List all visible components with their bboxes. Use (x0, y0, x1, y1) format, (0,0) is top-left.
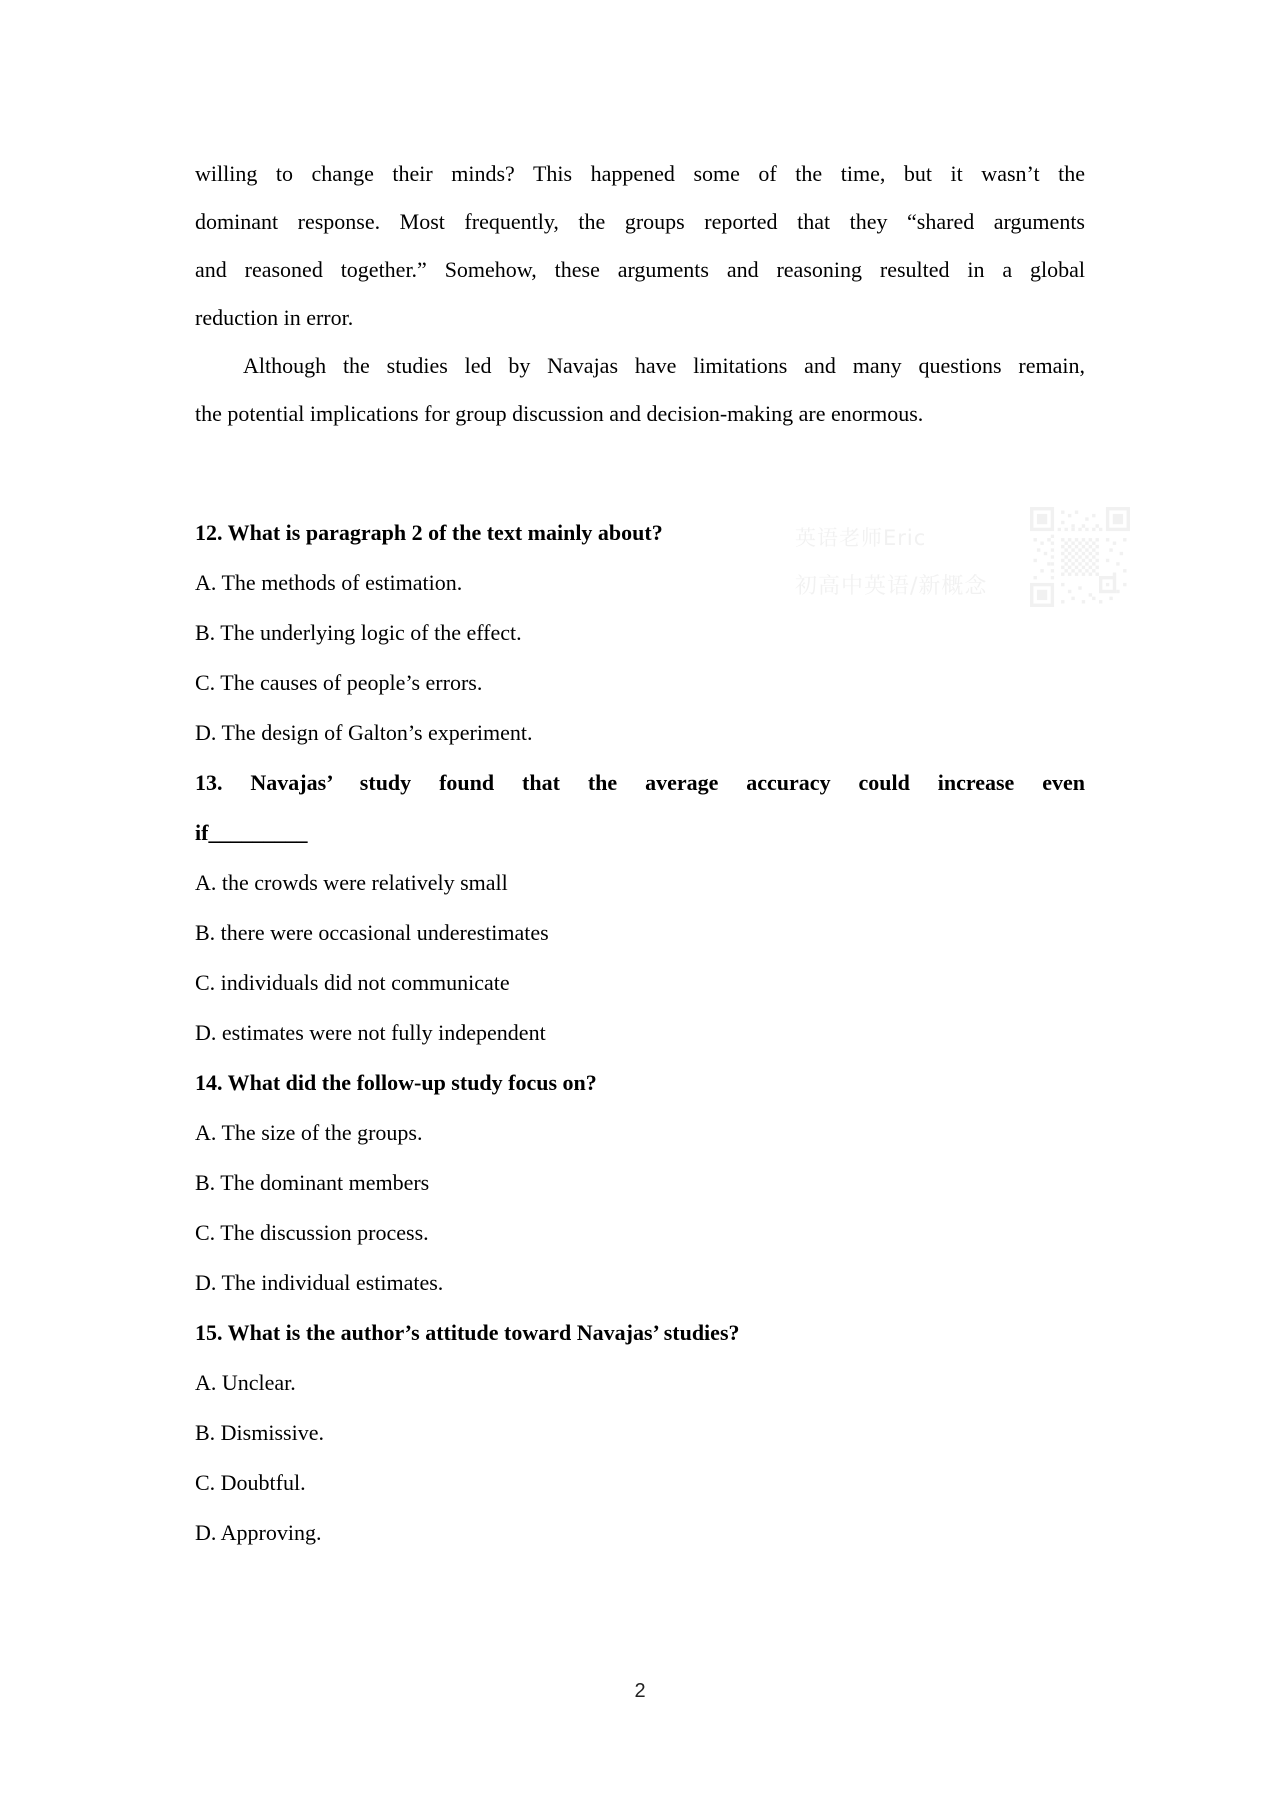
question-15-option-d: D. Approving. (195, 1520, 322, 1545)
question-14-option-b: B. The dominant members (195, 1170, 430, 1195)
question-14-option-c: C. The discussion process. (195, 1220, 429, 1245)
question-15-option-c: C. Doubtful. (195, 1470, 306, 1495)
watermark-line-1: 英语老师Eric (795, 526, 927, 550)
text-column (195, 0, 1085, 1809)
page-number: 2 (634, 1680, 646, 1702)
question-12-option-d: D. The design of Galton’s experiment. (195, 720, 533, 745)
question-12-stem: 12. What is paragraph 2 of the text mainly about? (195, 520, 663, 545)
watermark-line-2: 初高中英语/新概念 (795, 574, 988, 599)
passage-paragraph-2-line-2: the potential implications for group discussion and decision-making are enormous. (195, 401, 924, 426)
question-13-option-a: A. the crowds were relatively small (195, 870, 508, 895)
passage-paragraph-1-line-3: and reasoned together.” Somehow, these arguments and reasoning resulted in a global (195, 257, 1085, 282)
question-15-option-a: A. Unclear. (195, 1370, 296, 1395)
passage-paragraph-1-line-4: reduction in error. (195, 305, 354, 330)
question-14-option-d: D. The individual estimates. (195, 1270, 444, 1295)
question-13-option-c: C. individuals did not communicate (195, 970, 510, 995)
question-12-option-b: B. The underlying logic of the effect. (195, 620, 522, 645)
question-13-stem-line-2: if_________ (195, 820, 308, 845)
question-12-option-a: A. The methods of estimation. (195, 570, 463, 595)
question-13-stem-line-1: 13. Navajas’ study found that the average accuracy could increase even (195, 770, 1085, 795)
question-15-stem: 15. What is the author’s attitude toward Navajas’ studies? (195, 1320, 740, 1345)
passage-paragraph-1-line-1: willing to change their minds? This happened some of the time, but it wasn’t the (195, 161, 1085, 186)
question-14-option-a: A. The size of the groups. (195, 1120, 423, 1145)
passage-paragraph-2-line-1: Although the studies led by Navajas have limitations and many questions remain, (243, 353, 1085, 378)
question-13-option-b: B. there were occasional underestimates (195, 920, 549, 945)
question-15-option-b: B. Dismissive. (195, 1420, 324, 1445)
question-14-stem: 14. What did the follow-up study focus on? (195, 1070, 597, 1095)
question-12-option-c: C. The causes of people’s errors. (195, 670, 483, 695)
passage-paragraph-1-line-2: dominant response. Most frequently, the groups reported that they “shared arguments (195, 209, 1085, 234)
question-13-option-d: D. estimates were not fully independent (195, 1020, 546, 1045)
